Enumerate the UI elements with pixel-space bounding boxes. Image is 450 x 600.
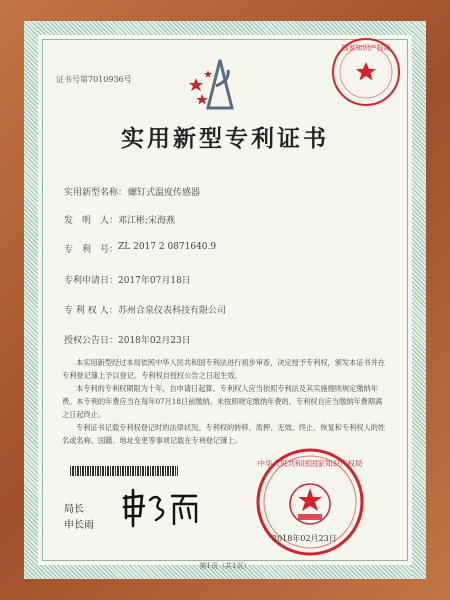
- field-value-name: 螺钉式温度传感器: [128, 188, 201, 198]
- page-title: 实用新型专利证书: [121, 125, 329, 152]
- field-label-patentee: 专 利 权 人：: [64, 306, 118, 316]
- field-value-grant-date: 2018年02月23日: [118, 336, 191, 346]
- guilloche-border-right: [412, 21, 426, 579]
- field-label-grant-date: 授权公告日：: [64, 336, 119, 346]
- signatory-name: 申长雨: [64, 520, 94, 531]
- field-label-name: 实用新型名称：: [64, 188, 128, 198]
- certificate-number: 证书号第7010936号: [56, 75, 132, 84]
- field-label-inventor: 发 明 人：: [64, 216, 119, 226]
- field-value-application-date: 2017年07月18日: [118, 276, 191, 286]
- guilloche-border-top: [24, 21, 426, 35]
- field-value-patent-number: ZL 2017 2 0871640.9: [118, 242, 217, 252]
- handwritten-signature: [120, 486, 202, 530]
- field-value-inventor: 邓江彬;宋海燕: [118, 216, 176, 226]
- top-seal: [330, 36, 402, 108]
- field-label-application-date: 专利申请日：: [64, 276, 119, 286]
- top-seal-text: 国家知识产权局: [341, 44, 391, 52]
- seal-date: 2018年02月23日: [272, 534, 337, 543]
- field-value-patentee: 苏州合泉仪表科技有限公司: [118, 306, 227, 316]
- certificate-body: [62, 356, 388, 447]
- guilloche-border-left: [24, 21, 38, 579]
- page-footer: 第1页（共1页）: [199, 562, 251, 570]
- body-paragraph: 专利证书记载专利权登记时的法律状况。专利权的转移、质押、无效、终止、恢复和专利权人的姓名或名称、国籍、地址变更等事项记载在专利登记簿上。: [62, 423, 386, 445]
- seal-text: 中华人民共和国国家知识产权局: [257, 459, 363, 468]
- body-paragraph: 本专利的专利权期限为十年，自申请日起算。专利权人应当依照专利法及其实施细则规定缴纳年费。本专利的年费应当在每年07月18日前缴纳。未按照规定缴纳年费的，专利权自应当缴纳年费期满之日起终止。: [62, 384, 383, 419]
- cnipa-logo-icon: [188, 56, 248, 112]
- signatory-title: 局长: [64, 504, 84, 515]
- field-label-patent-number: 专 利 号：: [64, 245, 119, 255]
- barcode: [70, 466, 178, 476]
- body-paragraph: 本实用新型经过本局依照中华人民共和国专利法进行初步审查，决定授予专利权，颁发本证书并在专利登记簿上予以登记。专利权自授权公告之日起生效。: [62, 358, 386, 380]
